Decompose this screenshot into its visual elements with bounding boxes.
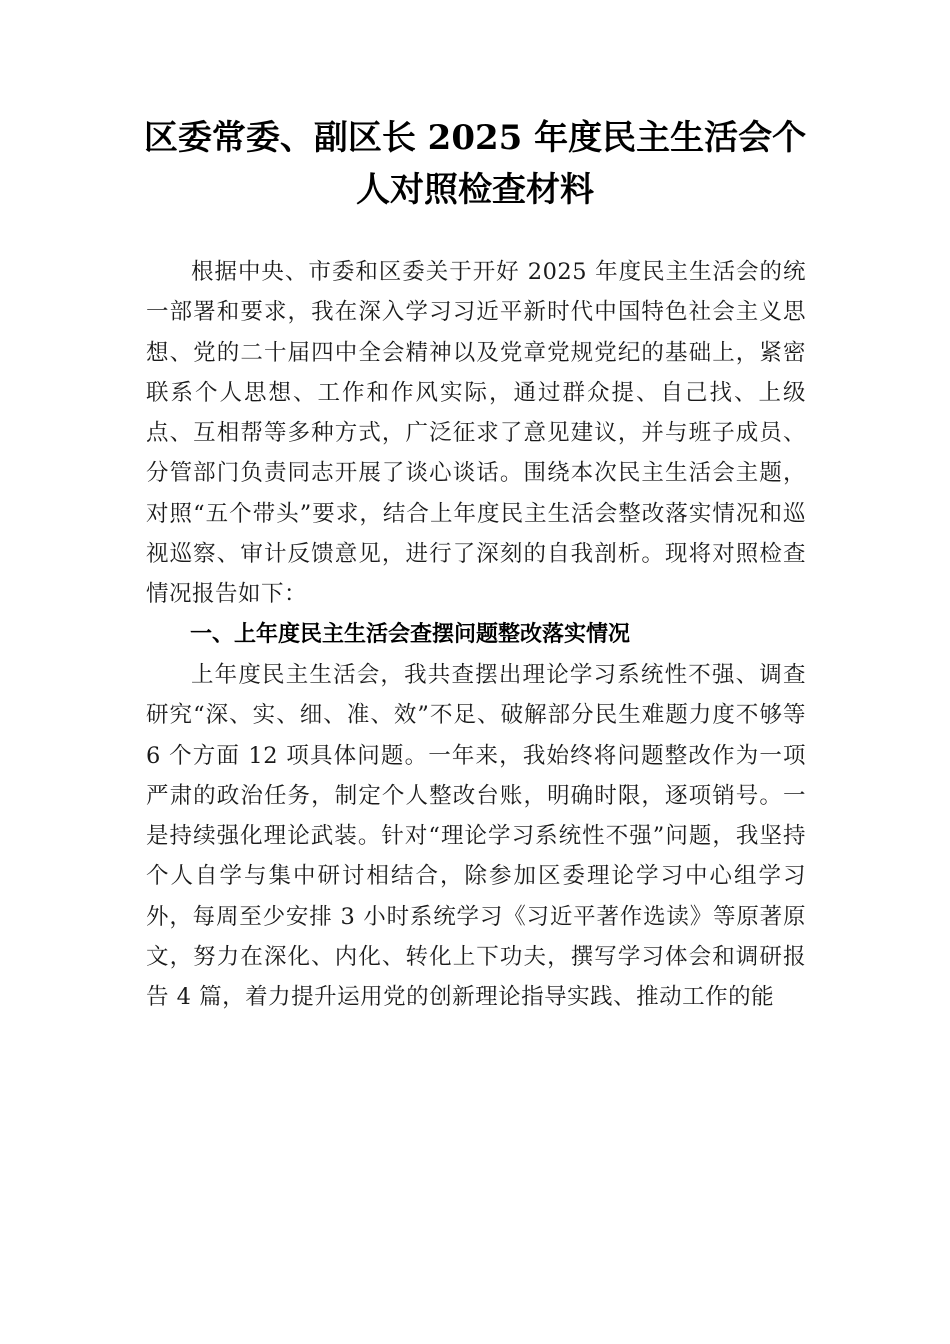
document-body [146, 252, 806, 1018]
title-line-1: 区委常委、副区长 2025 年度民主生活会个 [143, 118, 807, 158]
intro-paragraph: 根据中央、市委和区委关于开好 2025 年度民主生活会的统一部署和要求，我在深入学习习近平新时代中国特色社会主义思想、党的二十届四中全会精神以及党章党规党纪的基础上，紧密联系个人思想、工作和作风实际，通过群众提、自己找、上级点、互相帮等多种方式，广泛征求了意见建议，并与班子成员、分管部门负责同志开展了谈心谈话。围绕本次民主生活会主题，对照“五个带头”要求，结合上年度民主生活会整改落实情况和巡视巡察、审计反馈意见，进行了深刻的自我剖析。现将对照检查情况报告如下： [146, 259, 806, 608]
title-line-2: 人对照检查材料 [356, 170, 594, 210]
section-1-paragraph: 上年度民主生活会，我共查摆出理论学习系统性不强、调查研究“深、实、细、准、效”不足、破解部分民生难题力度不够等 6 个方面 12 项具体问题。一年来，我始终将问题整改作为一项严肃的政治任务，制定个人整改台账，明确时限，逐项销号。一是持续强化理论武装。针对“理论学习系统性不强”问题，我坚持个人自学与集中研讨相结合，除参加区委理论学习中心组学习外，每周至少安排 3 小时系统学习《习近平著作选读》等原著原文，努力在深化、内化、转化上下功夫，撰写学习体会和调研报告 4 篇，着力提升运用党的创新理论指导实践、推动工作的能 [146, 661, 806, 1011]
section-heading-1: 一、上年度民主生活会查摆问题整改落实情况 [190, 621, 631, 647]
document-title [120, 112, 830, 216]
